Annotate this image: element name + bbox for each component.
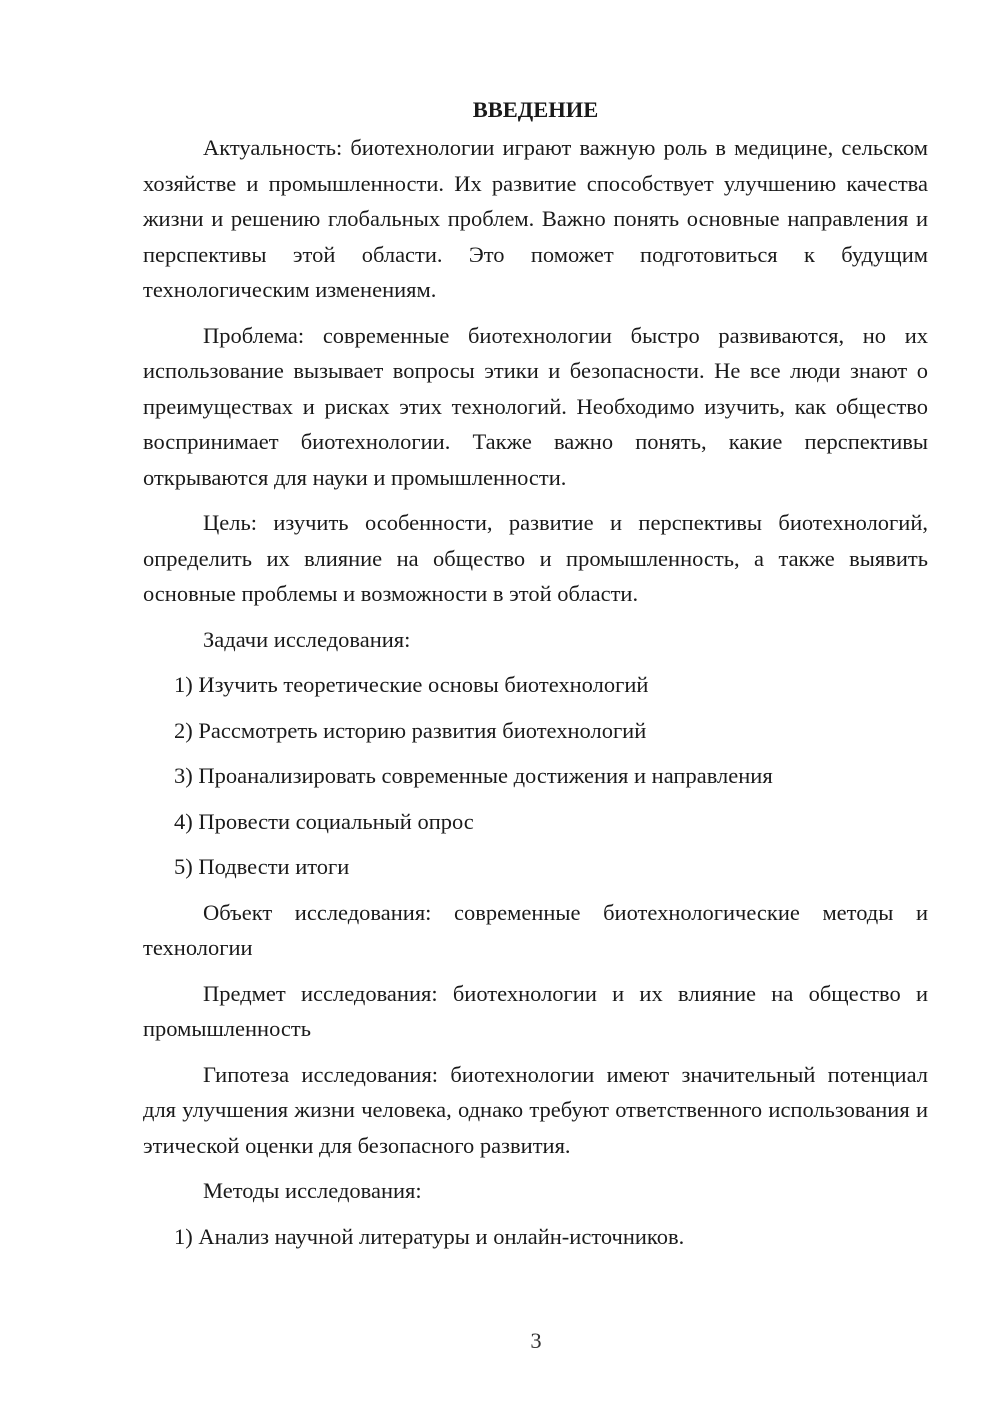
page-number: 3: [530, 1328, 542, 1353]
methods-heading: Методы исследования:: [203, 1178, 422, 1203]
methods-list: [143, 1219, 928, 1255]
goal-paragraph: Цель: изучить особенности, развитие и перспективы биотехнологий, определить их влияние на общество и промышленность, а также выявить основные проблемы и возможности в этой области.: [143, 510, 928, 606]
list-item: 4) Провести социальный опрос: [174, 808, 474, 834]
subject-paragraph: Предмет исследования: биотехнологии и их влияние на общество и промышленность: [143, 980, 928, 1041]
document-page: [143, 95, 928, 1264]
list-item: 5) Подвести итоги: [174, 854, 350, 879]
object-paragraph: Объект исследования: современные биотехнологические методы и технологии: [143, 899, 928, 960]
list-item: 3) Проанализировать современные достижения и направления: [174, 763, 773, 788]
hypothesis-paragraph: Гипотеза исследования: биотехнологии имеют значительный потенциал для улучшения жизни человека, однако требуют ответственного использования и этической оценки для безопасного развития.: [143, 1061, 928, 1158]
problem-paragraph: Проблема: современные биотехнологии быстро развиваются, но их использование вызывает вопросы этики и безопасности. Не все люди знают о преимуществах и рисках этих технологий. Необходимо изучить, как общество воспринимает биотехнологии. Также важно понять, какие перспективы открываются для науки и промышленности.: [143, 322, 928, 490]
list-item: 2) Рассмотреть историю развития биотехнологий: [174, 717, 647, 743]
relevance-paragraph: Актуальность: биотехнологии играют важную роль в медицине, сельском хозяйстве и промышленности. Их развитие способствует улучшению качества жизни и решению глобальных проблем. Важно понять основные направления и перспективы этой области. Это поможет подготовиться к будущим технологическим изменениям.: [143, 135, 928, 302]
tasks-list: [143, 667, 928, 885]
tasks-heading: Задачи исследования:: [203, 626, 411, 652]
section-title: ВВЕДЕНИЕ: [472, 97, 599, 122]
list-item: 1) Изучить теоретические основы биотехнологий: [174, 672, 649, 697]
list-item: 1) Анализ научной литературы и онлайн-источников.: [174, 1223, 685, 1249]
